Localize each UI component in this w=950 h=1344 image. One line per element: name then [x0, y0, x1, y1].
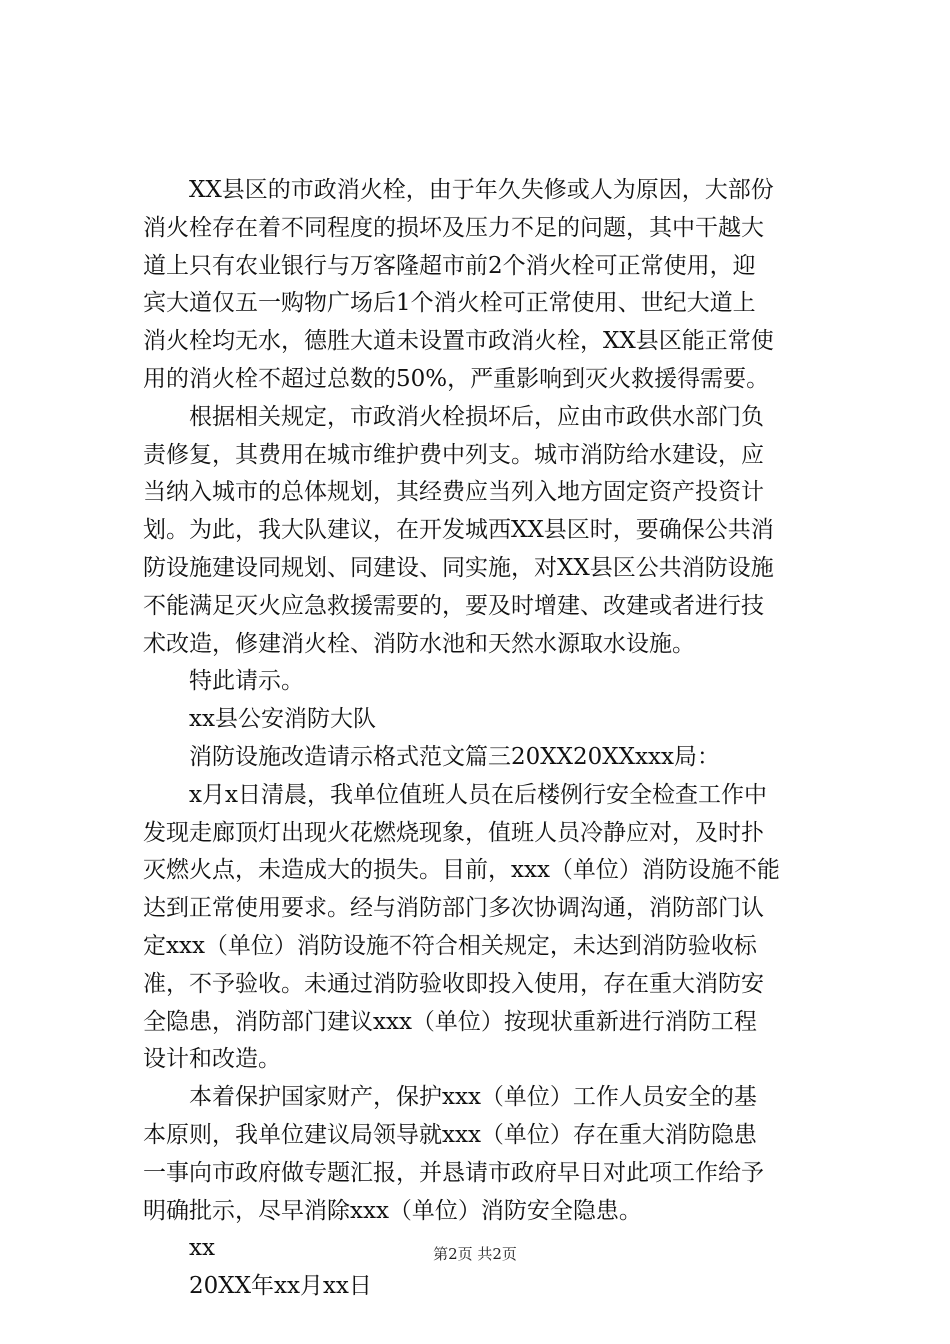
- text-line: 消防设施改造请示格式范文篇三20XX20XXxxx局：: [143, 743, 720, 770]
- document-body: [143, 172, 813, 1306]
- text-line: 达到正常使用要求。经与消防部门多次协调沟通，消防部门认: [143, 895, 764, 922]
- text-line: 定xxx（单位）消防设施不符合相关规定，未达到消防验收标: [143, 932, 757, 959]
- text-line: 不能满足灭火应急救援需要的，要及时增建、改建或者进行技: [143, 592, 764, 619]
- text-line: 消火栓存在着不同程度的损坏及压力不足的问题，其中干越大: [143, 214, 764, 241]
- text-line: 划。为此，我大队建议，在开发城西XX县区时，要确保公共消: [143, 517, 774, 544]
- text-line: 全隐患，消防部门建议xxx（单位）按现状重新进行消防工程: [143, 1008, 757, 1035]
- text-line: 20XX年xx月xx日: [143, 1273, 372, 1300]
- text-line: 特此请示。: [143, 668, 304, 695]
- text-line: 道上只有农业银行与万客隆超市前2个消火栓可正常使用，迎: [143, 252, 756, 279]
- page-footer: 第2页 共2页: [433, 1245, 517, 1263]
- text-line: 灭燃火点，未造成大的损失。目前，xxx（单位）消防设施不能: [143, 857, 780, 884]
- text-line: 发现走廊顶灯出现火花燃烧现象，值班人员冷静应对，及时扑: [143, 819, 764, 846]
- text-line: 消火栓均无水，德胜大道未设置市政消火栓，XX县区能正常使: [143, 328, 774, 355]
- text-line: 一事向市政府做专题汇报，并恳请市政府早日对此项工作给予: [143, 1159, 764, 1186]
- text-line: 根据相关规定，市政消火栓损坏后，应由市政供水部门负: [143, 403, 764, 430]
- text-line: 责修复，其费用在城市维护费中列支。城市消防给水建设，应: [143, 441, 764, 468]
- text-line: 明确批示，尽早消除xxx（单位）消防安全隐患。: [143, 1197, 642, 1224]
- text-line: XX县区的市政消火栓，由于年久失修或人为原因，大部份: [143, 177, 774, 203]
- text-line: 准，不予验收。未通过消防验收即投入使用，存在重大消防安: [143, 970, 764, 997]
- text-line: 防设施建设同规划、同建设、同实施，对XX县区公共消防设施: [143, 554, 774, 581]
- text-line: 当纳入城市的总体规划，其经费应当列入地方固定资产投资计: [143, 479, 764, 506]
- text-line: 宾大道仅五一购物广场后1个消火栓可正常使用、世纪大道上: [143, 290, 756, 317]
- text-line: 本原则，我单位建议局领导就xxx（单位）存在重大消防隐患: [143, 1121, 757, 1148]
- text-line: 设计和改造。: [143, 1046, 281, 1073]
- text-line: 术改造，修建消火栓、消防水池和天然水源取水设施。: [143, 630, 695, 657]
- text-line: x月x日清晨，我单位值班人员在后楼例行安全检查工作中: [143, 781, 767, 808]
- text-line: xx县公安消防大队: [143, 706, 376, 733]
- text-line: xx: [143, 1235, 215, 1262]
- text-line: 本着保护国家财产，保护xxx（单位）工作人员安全的基: [143, 1084, 757, 1111]
- text-line: 用的消火栓不超过总数的50%，严重影响到灭火救援得需要。: [143, 365, 770, 392]
